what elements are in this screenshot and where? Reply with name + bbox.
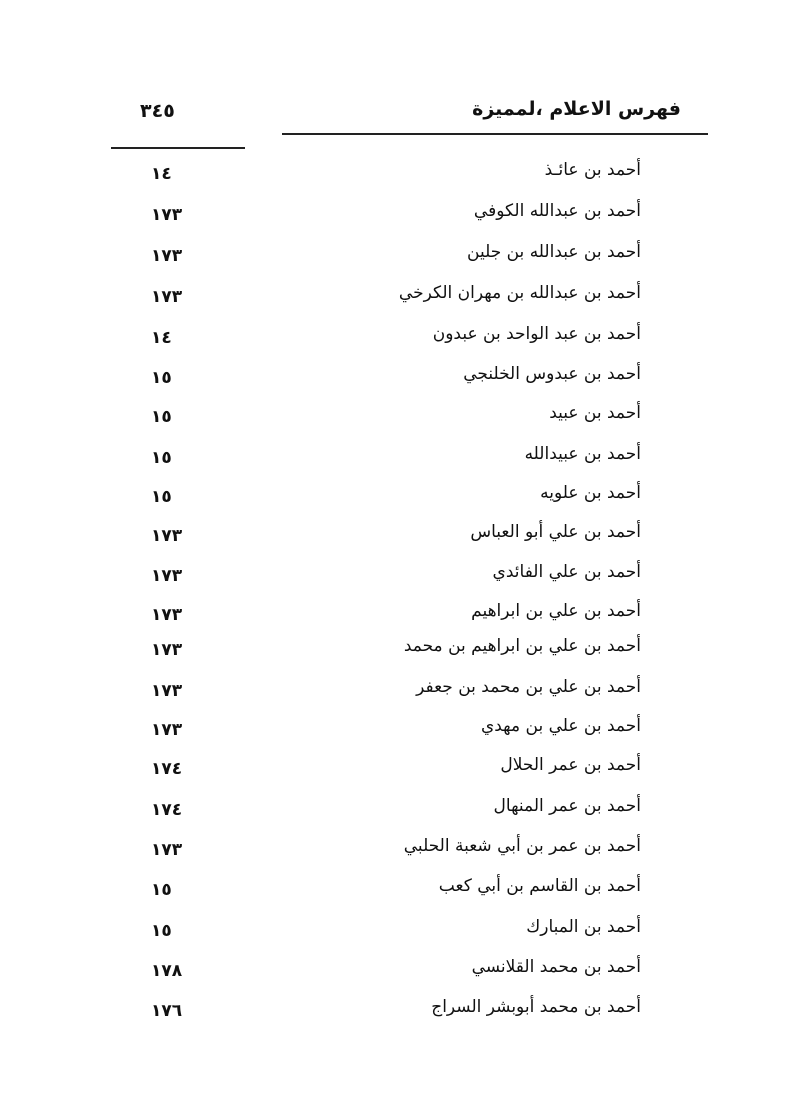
- entry-name: أحمد بن عمر بن أبي شعبة الحلبي: [403, 836, 641, 856]
- entry-name: أحمد بن عائـذ: [544, 160, 641, 180]
- entry-page-number: ١٧٣: [151, 605, 183, 625]
- entry-page-number: ١٧٣: [151, 720, 183, 740]
- entry-page-number: ١٥: [151, 880, 172, 900]
- entry-page-number: ١٧٦: [151, 1001, 183, 1021]
- entry-name: أحمد بن عبيدالله: [524, 444, 641, 464]
- entry-page-number: ١٧٣: [151, 840, 183, 860]
- index-entry: [0, 748, 809, 782]
- index-entry: [0, 476, 809, 510]
- index-entry: [0, 396, 809, 430]
- index-entry: [0, 437, 809, 471]
- index-entry: [0, 829, 809, 863]
- entry-name: أحمد بن عبيد: [549, 403, 641, 423]
- entry-name: أحمد بن عبدالله بن جلين: [467, 242, 641, 262]
- index-entry: [0, 235, 809, 269]
- index-entry: [0, 153, 809, 187]
- entry-name: أحمد بن محمد القلانسي: [471, 957, 641, 977]
- entry-page-number: ١٤: [151, 328, 172, 348]
- entry-name: أحمد بن علي بن مهدي: [480, 716, 641, 736]
- entry-name: أحمد بن علي بن ابراهيم بن محمد: [403, 636, 641, 656]
- index-entry: [0, 276, 809, 310]
- index-entry: [0, 709, 809, 743]
- entry-name: أحمد بن علي بن محمد بن جعفر: [416, 677, 641, 697]
- entry-name: أحمد بن علي بن ابراهيم: [471, 601, 641, 621]
- index-entry: [0, 194, 809, 228]
- index-entry: [0, 594, 809, 628]
- entry-page-number: ١٧٣: [151, 640, 183, 660]
- entry-page-number: ١٥: [151, 921, 172, 941]
- entry-name: أحمد بن عبدالله الكوفي: [473, 201, 641, 221]
- index-entry: [0, 317, 809, 351]
- index-entry: [0, 990, 809, 1024]
- entry-name: أحمد بن عبد الواحد بن عبدون: [432, 324, 641, 344]
- entry-name: أحمد بن علي الفائدي: [492, 562, 641, 582]
- index-entry: [0, 789, 809, 823]
- index-entry: [0, 950, 809, 984]
- entry-page-number: ١٥: [151, 448, 172, 468]
- entry-page-number: ١٧٣: [151, 566, 183, 586]
- index-entry: [0, 357, 809, 391]
- running-title: فهرس الاعلام ،لمميزة: [472, 98, 681, 120]
- entry-page-number: ١٧٤: [151, 800, 183, 820]
- index-entry: [0, 515, 809, 549]
- entry-page-number: ١٥: [151, 407, 172, 427]
- entry-name: أحمد بن عبدالله بن مهران الكرخي: [398, 283, 641, 303]
- entry-page-number: ١٥: [151, 487, 172, 507]
- entry-page-number: ١٧٣: [151, 205, 183, 225]
- entry-name: أحمد بن محمد أبوبشر السراج: [431, 997, 641, 1017]
- entry-name: أحمد بن علي أبو العباس: [470, 522, 641, 542]
- index-entry: [0, 869, 809, 903]
- entry-page-number: ١٧٣: [151, 526, 183, 546]
- entry-page-number: ١٤: [151, 164, 172, 184]
- entry-page-number: ١٧٣: [151, 246, 183, 266]
- entry-name: أحمد بن عبدوس الخلنجي: [463, 364, 641, 384]
- entry-name: أحمد بن القاسم بن أبي كعب: [438, 876, 641, 896]
- page-number: ٣٤٥: [140, 100, 175, 122]
- entry-page-number: ١٧٣: [151, 681, 183, 701]
- entry-name: أحمد بن عمر الحلال: [500, 755, 641, 775]
- index-entry: [0, 670, 809, 704]
- entry-page-number: ١٧٤: [151, 759, 183, 779]
- entry-name: أحمد بن علويه: [540, 483, 641, 503]
- entry-name: أحمد بن عمر المنهال: [493, 796, 641, 816]
- entry-page-number: ١٧٨: [151, 961, 183, 981]
- entry-page-number: ١٧٣: [151, 287, 183, 307]
- index-entry: [0, 555, 809, 589]
- index-entry: [0, 910, 809, 944]
- entry-page-number: ١٥: [151, 368, 172, 388]
- index-entry: [0, 629, 809, 663]
- entry-name: أحمد بن المبارك: [526, 917, 641, 937]
